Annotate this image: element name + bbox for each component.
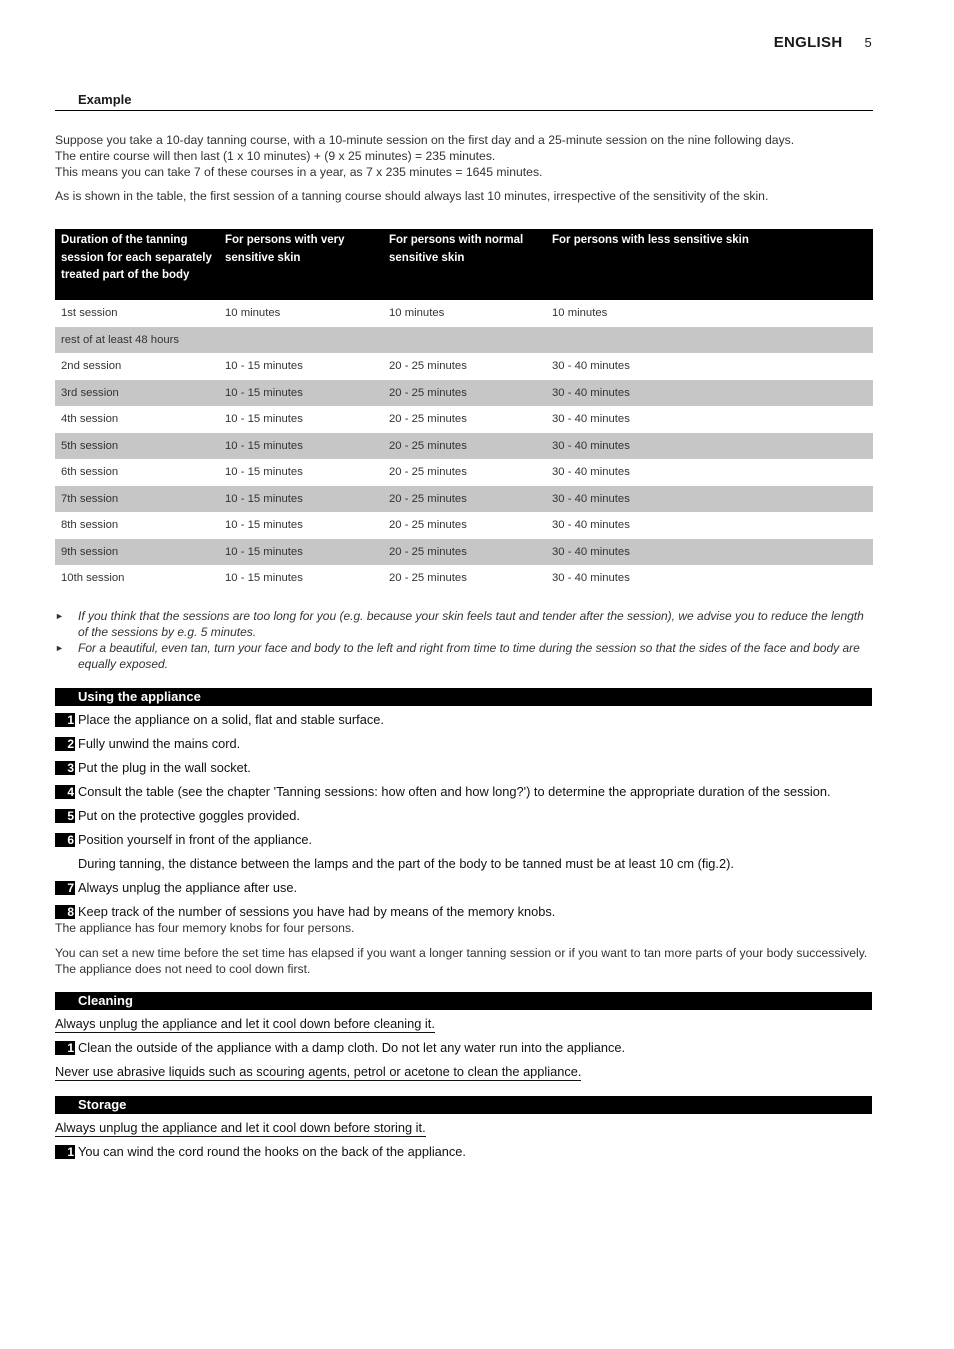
table-cell: 1st session — [61, 307, 118, 320]
step-number: 5 — [55, 809, 75, 823]
table-cell: 10 minutes — [225, 307, 281, 320]
table-cell: 10 - 15 minutes — [225, 413, 303, 426]
table-cell: 20 - 25 minutes — [383, 433, 546, 460]
step-number: 1 — [55, 1041, 75, 1055]
table-cell: 7th session — [55, 486, 219, 513]
tip-note — [55, 608, 873, 640]
distance-note: During tanning, the distance between the lamps and the part of the body to be tanned must be at least 10 cm (fig.2). — [78, 855, 734, 871]
step-text: Position yourself in front of the appliance. — [78, 831, 313, 847]
step-text: Put the plug in the wall socket. — [78, 759, 251, 775]
table-header-row — [55, 229, 873, 300]
step-number: 3 — [55, 761, 75, 775]
table-header-duration: Duration of the tanning session for each separately treated part of the body — [55, 229, 219, 300]
tip-text: For a beautiful, even tan, turn your face and body to the left and right from time to time during the session so that the sides of the face and body are equally exposed. — [78, 640, 860, 671]
table-cell: 20 - 25 minutes — [389, 519, 467, 532]
table-cell: 6th session — [61, 466, 119, 479]
step-text: Always unplug the appliance after use. — [78, 879, 298, 895]
table-cell: 5th session — [55, 433, 219, 460]
step-item — [55, 1144, 873, 1160]
step-number: 8 — [55, 905, 75, 919]
table-row — [55, 565, 873, 592]
step-number: 4 — [55, 785, 75, 799]
step-text: Place the appliance on a solid, flat and stable surface. — [78, 711, 384, 727]
tip-note — [55, 640, 873, 672]
step-number: 1 — [55, 1145, 75, 1159]
step-number: 7 — [55, 881, 75, 895]
step-number: 6 — [55, 833, 75, 847]
example-paragraph-4: As is shown in the table, the first session of a tanning course should always last 10 minutes, irrespective of the sensitivity of the skin. — [55, 189, 769, 203]
step-number: 1 — [55, 713, 75, 727]
step-item — [55, 832, 873, 848]
table-cell: 4th session — [61, 413, 119, 426]
example-paragraph-3: This means you can take 7 of these courses in a year, as 7 x 235 minutes = 1645 minutes. — [55, 165, 543, 179]
tanning-table — [55, 229, 873, 592]
table-row — [55, 406, 873, 433]
table-cell: 30 - 40 minutes — [552, 413, 630, 426]
table-cell: 30 - 40 minutes — [546, 539, 873, 566]
warning-text: Always unplug the appliance and let it cool down before cleaning it. — [55, 1015, 435, 1031]
table-cell: 30 - 40 minutes — [552, 466, 630, 479]
bullet-triangle-icon: ► — [55, 642, 64, 653]
table-cell: 10 - 15 minutes — [225, 466, 303, 479]
tip-text: If you think that the sessions are too long for you (e.g. because your skin feels taut and tender after the session), we advise you to reduce the length of the sessions by e.g. 5 minutes. — [78, 608, 864, 639]
step-text: Consult the table (see the chapter 'Tanning sessions: how often and how long?') to determine the appropriate duration of the session. — [78, 783, 831, 799]
table-row — [55, 486, 873, 513]
table-row — [55, 380, 873, 407]
table-cell: 20 - 25 minutes — [383, 380, 546, 407]
table-cell: 20 - 25 minutes — [389, 466, 467, 479]
step-number: 2 — [55, 737, 75, 751]
time-note: You can set a new time before the set time has elapsed if you want a longer tanning session or if you want to tan more parts of your body successively. The appliance does not need to cool down first. — [55, 945, 868, 976]
warning-text: Always unplug the appliance and let it cool down before storing it. — [55, 1119, 426, 1135]
table-cell: 20 - 25 minutes — [389, 360, 467, 373]
table-cell: 10 - 15 minutes — [219, 539, 383, 566]
storage-warning — [55, 1120, 873, 1136]
example-paragraph-1: Suppose you take a 10-day tanning course, with a 10-minute session on the first day and a 25-minute session on the nine following days. — [55, 133, 795, 147]
section-heading-storage: Storage — [55, 1096, 872, 1114]
table-cell: 8th session — [61, 519, 119, 532]
table-row — [55, 327, 873, 354]
bullet-triangle-icon: ► — [55, 610, 64, 621]
table-row — [55, 459, 873, 486]
step-item — [55, 880, 873, 896]
step-item — [55, 784, 873, 800]
step-text: Fully unwind the mains cord. — [78, 735, 241, 751]
example-paragraph-2: The entire course will then last (1 x 10 minutes) + (9 x 25 minutes) = 235 minutes. — [55, 149, 496, 163]
step-item — [55, 808, 873, 824]
table-cell: 9th session — [55, 539, 219, 566]
table-cell: 2nd session — [61, 360, 122, 373]
section-heading-cleaning: Cleaning — [55, 992, 872, 1010]
table-cell: 20 - 25 minutes — [383, 539, 546, 566]
table-header-very-sensitive: For persons with very sensitive skin — [219, 229, 383, 300]
table-cell: 3rd session — [55, 380, 219, 407]
cleaning-warning — [55, 1064, 873, 1080]
table-row — [55, 539, 873, 566]
step-item — [55, 904, 873, 920]
table-cell: 10 minutes — [389, 307, 445, 320]
table-cell: 30 - 40 minutes — [552, 572, 630, 585]
table-row — [55, 353, 873, 380]
table-row — [55, 433, 873, 460]
warning-text: Never use abrasive liquids such as scouring agents, petrol or acetone to clean the appliance. — [55, 1063, 582, 1079]
table-cell: 10 minutes — [552, 307, 608, 320]
step-text: Keep track of the number of sessions you have had by means of the memory knobs. — [78, 903, 556, 919]
table-cell: 20 - 25 minutes — [383, 486, 546, 513]
step-item — [55, 736, 873, 752]
step-item — [55, 712, 873, 728]
cleaning-warning — [55, 1016, 873, 1032]
page-number: 5 — [864, 35, 872, 50]
memory-note: The appliance has four memory knobs for four persons. — [55, 920, 355, 935]
step-text: You can wind the cord round the hooks on the back of the appliance. — [78, 1143, 466, 1159]
table-cell: rest of at least 48 hours — [55, 327, 873, 354]
table-header-normal-sensitive: For persons with normal sensitive skin — [383, 229, 546, 300]
page-content — [55, 92, 873, 1160]
table-header-less-sensitive: For persons with less sensitive skin — [546, 229, 873, 300]
table-cell: 20 - 25 minutes — [389, 572, 467, 585]
table-cell: 10th session — [61, 572, 125, 585]
language-label: ENGLISH — [773, 34, 843, 51]
page-header — [774, 34, 872, 51]
step-text: Clean the outside of the appliance with a damp cloth. Do not let any water run into the appliance. — [78, 1039, 626, 1055]
step-item — [55, 760, 873, 776]
table-cell: 10 - 15 minutes — [225, 572, 303, 585]
table-cell: 20 - 25 minutes — [389, 413, 467, 426]
table-cell: 10 - 15 minutes — [219, 486, 383, 513]
section-heading-using: Using the appliance — [55, 688, 872, 706]
table-cell: 30 - 40 minutes — [552, 519, 630, 532]
table-cell: 10 - 15 minutes — [219, 433, 383, 460]
table-row — [55, 512, 873, 539]
table-row — [55, 300, 873, 327]
table-cell: 10 - 15 minutes — [219, 380, 383, 407]
table-cell: 10 - 15 minutes — [225, 360, 303, 373]
table-cell: 30 - 40 minutes — [546, 433, 873, 460]
table-cell: 30 - 40 minutes — [546, 486, 873, 513]
step-item — [55, 1040, 873, 1056]
table-cell: 10 - 15 minutes — [225, 519, 303, 532]
table-cell: 30 - 40 minutes — [552, 360, 630, 373]
example-heading: Example — [55, 92, 873, 111]
step-text: Put on the protective goggles provided. — [78, 807, 300, 823]
table-cell: 30 - 40 minutes — [546, 380, 873, 407]
